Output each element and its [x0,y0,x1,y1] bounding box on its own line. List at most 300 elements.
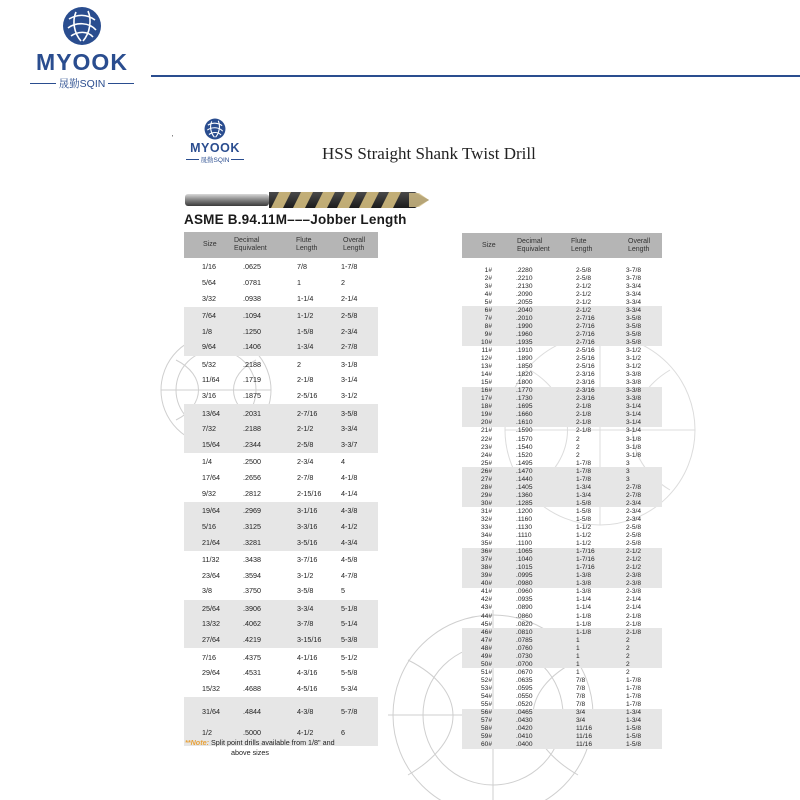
cell-decimal-equivalent: .1800 [516,379,533,387]
cell-decimal-equivalent: .4375 [243,652,261,662]
cell-size: 44# [480,612,492,620]
cell-overall-length: 2-3/8 [626,580,642,588]
cell-overall-length: 2-3/4 [626,507,642,515]
cell-size: 21# [480,427,492,435]
cell-flute-length: 2-1/2 [576,282,592,290]
cell-size: 16# [480,387,492,395]
table-row [462,338,662,346]
cell-overall-length: 2-1/2 [626,556,642,564]
cell-overall-length: 2-3/4 [626,515,642,523]
cell-size: 59# [480,733,492,741]
cell-overall-length: 3-3/4 [341,424,358,434]
table-row [462,676,662,684]
table-row [462,636,662,644]
cell-decimal-equivalent: .0430 [516,717,533,725]
cell-size: 15/32 [202,683,220,693]
cell-size: 25/64 [202,603,220,613]
cell-flute-length: 1-3/8 [576,580,592,588]
cell-decimal-equivalent: .1160 [516,515,533,523]
header-size: Size [203,241,217,248]
cell-size: 57# [480,717,492,725]
cell-flute-length: 1 [576,644,580,652]
table-row [462,612,662,620]
table-row [462,355,662,363]
row-group [462,306,662,346]
cell-overall-length: 2-1/2 [626,564,642,572]
row-group [462,628,662,668]
table-row [462,419,662,427]
cell-size: 17/64 [202,473,220,483]
table-row [184,568,378,582]
cell-flute-length: 7/8 [576,693,586,700]
cell-decimal-equivalent: .0595 [516,684,533,692]
cell-overall-length: 4-1/4 [341,488,358,498]
cell-size: 18# [480,403,492,411]
cell-decimal-equivalent: .0760 [516,644,533,652]
table-row [462,459,662,467]
row-group [184,404,378,453]
cell-flute-length: 3-1/16 [297,506,318,516]
cell-size: 55# [480,701,492,709]
row-group [184,307,378,356]
cell-flute-length: 2-5/8 [576,274,592,282]
cell-size: 1/2 [202,727,212,737]
table-row [462,346,662,354]
cell-overall-length: 5-3/4 [341,683,358,693]
cell-overall-length: 1-3/4 [626,709,642,717]
cell-flute-length: 2 [576,435,580,443]
cell-overall-length: 2-1/2 [626,548,642,556]
cell-decimal-equivalent: .1094 [243,310,261,320]
cell-flute-length: 1-1/2 [576,540,592,548]
cell-flute-length: 2-5/16 [576,355,595,363]
cell-overall-length: 5-1/4 [341,619,358,629]
cell-overall-length: 2-7/8 [341,342,358,352]
cell-size: 29/64 [202,668,220,678]
table-row [184,725,378,739]
cell-size: 47# [480,636,492,644]
table-row [462,290,662,298]
table-row [462,427,662,435]
table-row [184,704,378,718]
cell-flute-length: 11/16 [576,725,593,733]
cell-overall-length: 3-3/4 [626,298,642,306]
cell-decimal-equivalent: .5000 [243,727,261,737]
cell-overall-length: 2 [626,660,630,668]
table-row [462,411,662,419]
cell-decimal-equivalent: .2500 [243,457,261,467]
cell-decimal-equivalent: .0670 [516,668,533,676]
table-row [462,274,662,282]
cell-decimal-equivalent: .2130 [516,282,533,290]
cell-size: 23/64 [202,570,220,580]
cell-size: 60# [480,741,492,749]
cell-overall-length: 4-7/8 [341,570,358,580]
jobber-length-fractional-table [184,232,378,746]
table-row [462,741,662,749]
cell-size: 33# [480,524,492,532]
table-row [462,363,662,371]
cell-flute-length: 1-3/4 [576,491,592,499]
table-row [184,486,378,500]
table-row [184,406,378,420]
table-row [462,620,662,628]
cell-overall-length: 4-1/8 [341,473,358,483]
cell-overall-length: 2-1/4 [626,596,642,604]
cell-flute-length: 2-7/16 [576,322,595,330]
cell-size: 29# [480,491,492,499]
cell-overall-length: 3-1/2 [341,391,358,401]
table-row [462,556,662,564]
cell-overall-length: 3-3/8 [626,395,642,403]
footnote [185,738,405,758]
table-row [462,483,662,491]
cell-flute-length: 2-3/16 [576,379,595,387]
row-group [184,502,378,551]
cell-flute-length: 1-7/16 [576,556,595,564]
table-row [462,443,662,451]
cell-flute-length: 2 [297,359,301,369]
row-group [184,648,378,697]
cell-size: 32# [480,515,492,523]
cell-decimal-equivalent: .1406 [243,342,261,352]
table-row [462,733,662,741]
cell-decimal-equivalent: .4531 [243,668,261,678]
cell-size: 35# [480,540,492,548]
cell-flute-length: 4-3/16 [297,668,318,678]
cell-overall-length: 2-7/8 [626,491,642,499]
cell-flute-length: 1-1/8 [576,628,592,636]
cell-flute-length: 7/8 [576,676,586,684]
cell-decimal-equivalent: .2188 [243,424,261,434]
cell-flute-length: 1-5/8 [576,507,592,515]
cell-flute-length: 2-1/8 [297,375,314,385]
table-row [184,389,378,403]
cell-flute-length: 2-7/16 [576,330,595,338]
row-group [462,467,662,507]
cell-overall-length: 2 [626,636,630,644]
cell-flute-length: 2-1/2 [576,306,592,314]
cell-flute-length: 4-1/2 [297,727,314,737]
table-row [184,504,378,518]
cell-size: 54# [480,693,492,700]
cell-decimal-equivalent: .4844 [243,706,261,716]
cell-size: 25# [480,459,492,467]
cell-overall-length: 3-1/8 [341,359,358,369]
table-row [184,373,378,387]
tick-mark: ' [172,135,174,142]
cell-decimal-equivalent: .2040 [516,306,533,314]
cell-decimal-equivalent: .1770 [516,387,533,395]
cell-overall-length: 2-5/8 [626,540,642,548]
cell-overall-length: 2-1/4 [626,604,642,612]
table-row [184,584,378,598]
row-group [462,507,662,547]
cell-decimal-equivalent: .0860 [516,612,533,620]
cell-flute-length: 1-1/2 [576,532,592,540]
cell-flute-length: 2-5/16 [576,363,595,371]
cell-decimal-equivalent: .2812 [243,488,261,498]
cell-decimal-equivalent: .3594 [243,570,261,580]
cell-flute-length: 1-7/8 [576,467,592,475]
cell-size: 9/32 [202,488,216,498]
cell-decimal-equivalent: .2031 [243,408,261,418]
cell-overall-length: 3-1/2 [626,346,642,354]
cell-size: 7/32 [202,424,216,434]
cell-overall-length: 3-5/8 [341,408,358,418]
cell-overall-length: 3-3/4 [626,306,642,314]
cell-size: 5/64 [202,277,216,287]
footnote-line-2: above sizes [231,748,269,757]
table-row [462,596,662,604]
cell-decimal-equivalent: .1850 [516,363,533,371]
cell-size: 39# [480,572,492,580]
cell-size: 45# [480,620,492,628]
cell-overall-length: 4-3/4 [341,537,358,547]
cell-flute-length: 1-1/2 [576,524,592,532]
cell-decimal-equivalent: .0400 [516,741,533,749]
cell-overall-length: 2 [626,644,630,652]
cell-flute-length: 2-1/2 [576,290,592,298]
cell-size: 19/64 [202,506,220,516]
cell-overall-length: 2-1/4 [341,293,358,303]
cell-flute-length: 1-3/4 [576,483,592,491]
cell-decimal-equivalent: .0781 [243,277,261,287]
table-row [184,601,378,615]
cell-decimal-equivalent: .0820 [516,620,533,628]
cell-overall-length: 4-1/2 [341,521,358,531]
cell-flute-length: 1-7/16 [576,564,595,572]
cell-decimal-equivalent: .0810 [516,628,533,636]
cell-flute-length: 3-5/16 [297,537,318,547]
cell-overall-length: 3-3/8 [626,379,642,387]
document-brand-subtitle: 晟勤SQIN [186,155,244,164]
cell-size: 15# [480,379,492,387]
cell-flute-length: 3/4 [576,709,586,717]
cell-decimal-equivalent: .3906 [243,603,261,613]
cell-flute-length: 1-1/4 [297,293,314,303]
cell-size: 19# [480,411,492,419]
cell-size: 30# [480,499,492,507]
cell-decimal-equivalent: .3281 [243,537,261,547]
cell-flute-length: 2 [576,451,580,459]
cell-decimal-equivalent: .3750 [243,586,261,596]
cell-overall-length: 2-3/4 [341,326,358,336]
cell-flute-length: 2-1/2 [297,424,314,434]
table-row [462,387,662,395]
cell-size: 5/32 [202,359,216,369]
cell-size: 37# [480,556,492,564]
cell-decimal-equivalent: .1110 [516,532,532,540]
cell-size: 43# [480,604,492,612]
cell-overall-length: 3-1/2 [626,363,642,371]
cell-size: 3# [484,282,492,290]
cell-size: 8# [484,322,492,330]
cell-decimal-equivalent: .1660 [516,411,533,419]
cell-overall-length: 3-1/8 [626,451,642,459]
cell-flute-length: 1 [576,660,580,668]
cell-flute-length: 1-5/8 [576,499,592,507]
table-row [462,330,662,338]
cell-overall-length: 3-1/8 [626,443,642,451]
cell-size: 22# [480,435,492,443]
cell-flute-length: 1-1/8 [576,612,592,620]
cell-flute-length: 3-15/16 [297,635,322,645]
cell-overall-length: 1-7/8 [626,701,642,709]
cell-overall-length: 4 [341,457,345,467]
cell-overall-length: 4-5/8 [341,554,358,564]
cell-flute-length: 3/4 [576,717,586,725]
table-row [462,515,662,523]
cell-size: 11# [481,346,492,354]
table-row [462,684,662,692]
cell-decimal-equivalent: .1719 [243,375,261,385]
cell-flute-length: 1 [576,652,580,660]
cell-decimal-equivalent: .0625 [243,262,261,272]
cell-flute-length: 4-5/16 [297,683,318,693]
cell-overall-length: 3-5/8 [626,330,642,338]
cell-decimal-equivalent: .1730 [516,395,533,403]
table-row [184,357,378,371]
cell-size: 1/4 [202,457,212,467]
footnote-line-1: Split point drills available from 1/8" and [210,738,335,747]
table-row [462,532,662,540]
cell-size: 5# [484,298,492,306]
cell-flute-length: 2-7/8 [297,473,314,483]
cell-size: 38# [480,564,492,572]
cell-overall-length: 5-1/8 [341,603,358,613]
cell-size: 20# [480,419,492,427]
cell-size: 13/32 [202,619,220,629]
header-flute-length: Flute Length [296,237,318,252]
table-row [462,604,662,612]
table-row [462,435,662,443]
cell-overall-length: 2-3/8 [626,588,642,596]
cell-flute-length: 2-1/8 [576,411,592,419]
standard-heading: ASME B.94.11M–––Jobber Length [184,212,407,227]
cell-decimal-equivalent: .1990 [516,322,533,330]
table-row [462,660,662,668]
table-row [462,540,662,548]
table-row [462,499,662,507]
header-overall-length: Overall Length [628,237,651,253]
table-header [462,233,662,258]
table-row [462,491,662,499]
cell-decimal-equivalent: .0465 [516,709,533,717]
cell-decimal-equivalent: .0635 [516,676,533,684]
cell-flute-length: 11/16 [576,733,593,741]
table-row [184,340,378,354]
document-brand-name: MYOOK [190,141,240,155]
table-row [462,524,662,532]
cell-decimal-equivalent: .1405 [516,483,533,491]
table-row [462,306,662,314]
cell-overall-length: 2-1/8 [626,612,642,620]
cell-flute-length: 2 [576,443,580,451]
table-row [462,322,662,330]
table-row [462,652,662,660]
cell-overall-length: 1-7/8 [626,676,642,684]
cell-size: 1/16 [202,262,216,272]
cell-decimal-equivalent: .1935 [516,338,533,346]
cell-decimal-equivalent: .0938 [243,293,261,303]
cell-decimal-equivalent: .1040 [516,556,533,564]
cell-size: 3/8 [202,586,212,596]
table-row [184,260,378,274]
globe-swirl-icon [62,6,102,46]
cell-flute-length: 3-5/8 [297,586,314,596]
cell-overall-length: 3-5/8 [626,338,642,346]
cell-flute-length: 2-3/4 [297,457,314,467]
table-row [184,275,378,289]
cell-decimal-equivalent: .1820 [516,371,533,379]
cell-overall-length: 2 [626,668,630,676]
table-row [184,519,378,533]
table-row [462,379,662,387]
cell-decimal-equivalent: .2280 [516,266,533,274]
cell-flute-length: 1 [576,636,580,644]
row-group [184,453,378,502]
cell-overall-length: 5-3/8 [341,635,358,645]
cell-overall-length: 2-1/8 [626,620,642,628]
cell-overall-length: 3 [626,475,630,483]
table-row [462,314,662,322]
cell-flute-length: 1-3/8 [576,588,592,596]
cell-decimal-equivalent: .2344 [243,439,261,449]
cell-size: 11/64 [202,375,220,385]
cell-decimal-equivalent: .0890 [516,604,533,612]
cell-size: 3/16 [202,391,216,401]
cell-flute-length: 2-1/8 [576,403,592,411]
cell-size: 21/64 [202,537,220,547]
cell-flute-length: 1-1/4 [576,596,592,604]
cell-decimal-equivalent: .1285 [516,499,533,507]
cell-decimal-equivalent: .1695 [516,403,533,411]
row-group [462,548,662,588]
cell-flute-length: 2-3/16 [576,395,595,403]
cell-flute-length: 1-5/8 [297,326,314,336]
cell-flute-length: 1-1/4 [576,604,592,612]
cell-flute-length: 2-7/16 [576,314,595,322]
cell-size: 31/64 [202,706,220,716]
cell-decimal-equivalent: .0935 [516,596,533,604]
cell-flute-length: 2-3/16 [576,371,595,379]
cell-size: 7/16 [202,652,216,662]
cell-decimal-equivalent: .1440 [516,475,533,483]
cell-flute-length: 2-7/16 [297,408,318,418]
table-row [462,668,662,676]
cell-size: 4# [484,290,492,298]
cell-decimal-equivalent: .3438 [243,554,261,564]
table-row [462,588,662,596]
cell-overall-length: 3-1/4 [626,427,642,435]
cell-flute-length: 1 [297,277,301,287]
cell-overall-length: 3-5/8 [626,322,642,330]
table-row [462,507,662,515]
cell-flute-length: 7/8 [576,701,586,709]
cell-flute-length: 3-1/2 [297,570,314,580]
table-row [462,395,662,403]
table-row [184,455,378,469]
cell-size: 9# [484,330,492,338]
cell-size: 48# [480,644,492,652]
cell-overall-length: 5-1/2 [341,652,358,662]
cell-size: 24# [480,451,492,459]
table-row [462,709,662,717]
table-row [462,266,662,274]
cell-overall-length: 3-3/4 [626,290,642,298]
table-row [462,451,662,459]
